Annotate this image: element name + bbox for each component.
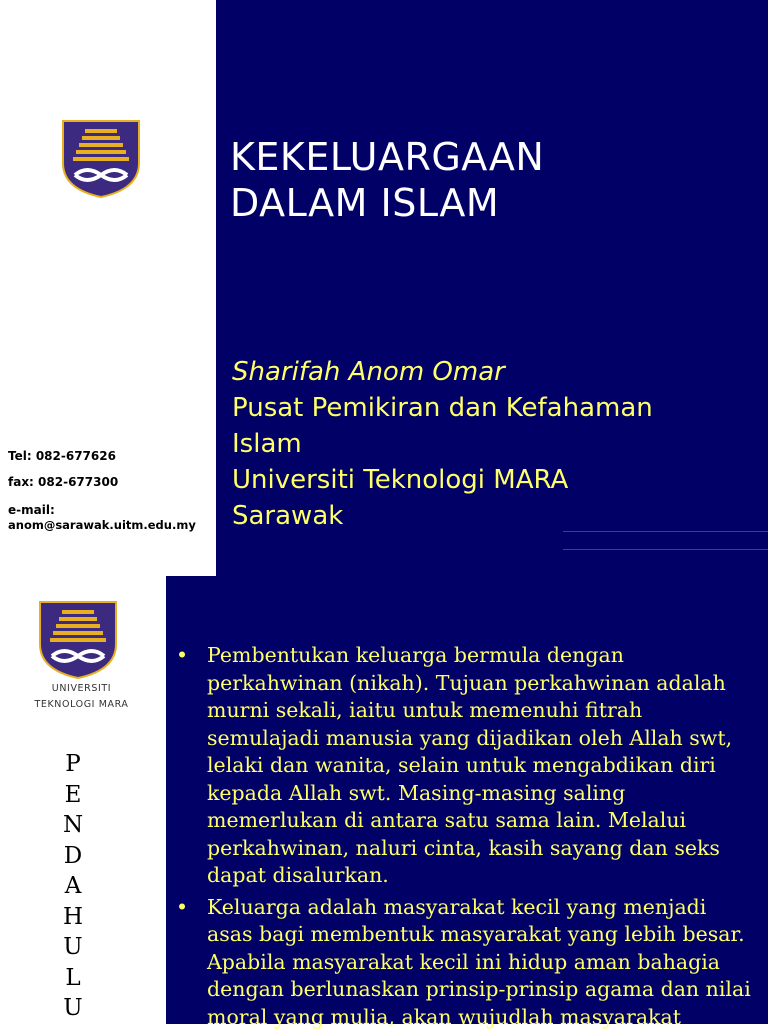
heading-letter: N (62, 812, 84, 838)
decorative-rule (563, 531, 768, 532)
university-name-line-1: UNIVERSITI (51, 683, 112, 694)
bullet-icon: • (176, 643, 189, 667)
contact-tel: Tel: 082-677626 (8, 449, 116, 463)
contact-fax: fax: 082-677300 (8, 475, 119, 489)
uitm-crest-icon (61, 119, 141, 199)
slide-title-line-2: DALAM ISLAM (230, 181, 500, 225)
heading-letter: A (64, 873, 82, 899)
decorative-rule (563, 549, 768, 550)
bullet-item (176, 894, 756, 1032)
title-slide-sidebar (0, 0, 216, 576)
bullet-text: Keluarga adalah masyarakat kecil yang menjadi asas bagi membentuk masyarakat yang lebih besar. Apabila masyarakat kecil ini hidup aman bahagia dengan berlunaskan prinsip-prinsip agama dan nilai moral yang mulia, akan wujudlah masyarakat (207, 894, 751, 1029)
university-name (0, 681, 163, 713)
affiliation-line-2: Islam (232, 429, 302, 459)
heading-letter: U (63, 934, 83, 960)
author-name: Sharifah Anom Omar (232, 357, 505, 387)
heading-letter: D (63, 842, 83, 869)
heading-letter: P (65, 751, 81, 777)
bullet-text: Pembentukan keluarga bermula dengan perkahwinan (nikah). Tujuan perkahwinan adalah murni sekali, iaitu untuk memenuhi fitrah semulajadi manusia yang dijadikan oleh Allah swt, lelaki dan wanita, selain untuk mengabdikan diri kepada Allah swt. Masing-masing saling memerlukan di antara satu sama lain. Melalui perkahwinan, naluri cinta, kasih sayang dan seks dapat disalurkan. (207, 643, 733, 887)
heading-letter: E (64, 781, 82, 808)
contact-email[interactable]: anom@sarawak.uitm.edu.my (8, 518, 196, 532)
bullet-item (176, 642, 756, 890)
uitm-crest-icon (38, 600, 118, 680)
heading-letter: H (62, 903, 84, 930)
heading-letter: U (63, 995, 83, 1021)
affiliation-line-4: Sarawak (232, 501, 344, 531)
slide-title-line-1: KEKELUARGAAN (230, 135, 545, 179)
contact-email-label: e-mail: (8, 503, 55, 517)
university-name-line-2: TEKNOLOGI MARA (34, 699, 129, 710)
author-block (232, 354, 752, 534)
affiliation-line-1: Pusat Pemikiran dan Kefahaman (232, 393, 653, 423)
section-heading-vertical (50, 749, 96, 1024)
affiliation-line-3: Universiti Teknologi MARA (232, 465, 569, 495)
content-slide-sidebar (0, 576, 166, 1024)
heading-letter: L (65, 964, 81, 991)
content-slide (0, 576, 768, 1029)
bullet-list (176, 642, 756, 1035)
bullet-icon: • (176, 894, 189, 919)
slide-title (230, 134, 750, 226)
